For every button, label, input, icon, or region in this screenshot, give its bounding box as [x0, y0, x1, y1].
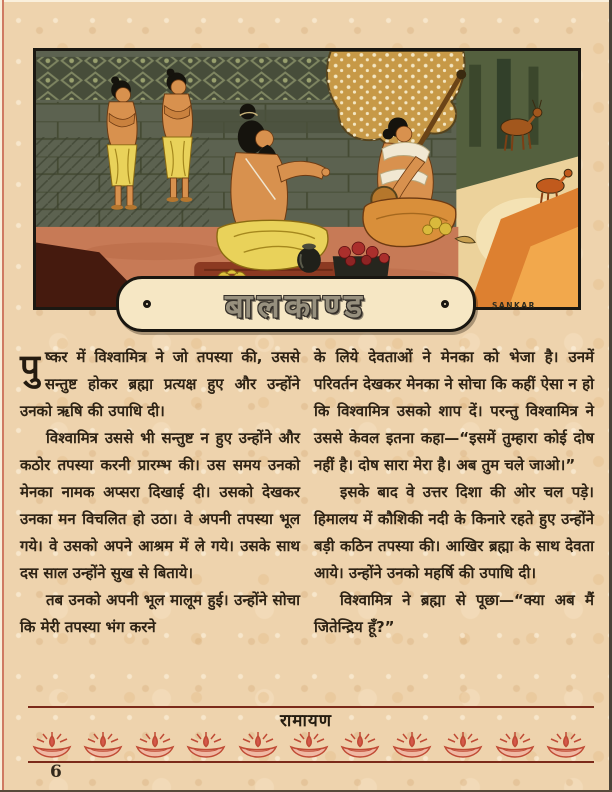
banner-dot-icon: [441, 300, 449, 308]
paragraph: के लिये देवताओं ने मेनका को भेजा है। उनमें परिवर्तन देखकर मेनका ने सोचा कि कहीं ऐसा न हो कि विश्वामित्र उसको शाप दें। परन्तु विश्वामित्र ने उससे केवल इतना कहा—“इसमें तुम्हारा कोई दोष नहीं है। दोष सारा मेरा है। अब तुम चले जाओ।”: [314, 348, 594, 474]
diya-lamp-icon: [133, 730, 177, 759]
paragraph-text: ष्कर में विश्वामित्र ने जो तपस्या की, उससे सन्तुष्ट होकर ब्रह्मा प्रत्यक्ष हुए और उन्होंने उनको ऋषि की उपाधि दी।: [20, 348, 300, 420]
story-text: [20, 344, 594, 702]
ashram-scene-illustration: [36, 51, 578, 307]
illustration-panel: [33, 48, 581, 310]
paragraph: विश्वामित्र ने ब्रह्मा से पूछा—“क्या अब मैं जितेन्द्रिय हूँ?”: [314, 591, 594, 636]
scan-edge-top: [0, 0, 612, 2]
paragraph: इसके बाद वे उत्तर दिशा की ओर चल पड़े। हिमालय में कौशिकी नदी के किनारे रहते हुए उन्होंने बड़ी कठिन तपस्या की। आखिर ब्रह्मा के साथ देवता आये। उन्होंने उनको महर्षि की उपाधि दी।: [314, 483, 594, 582]
artist-signature: SANKAR: [492, 301, 536, 310]
page-number: 6: [50, 762, 62, 782]
paragraph: तब उनको अपनी भूल मालूम हुई। उन्होंने सोचा कि मेरी तपस्या भंग करने: [20, 591, 300, 636]
drop-cap: पु: [20, 348, 40, 388]
diya-lamp-icon: [236, 730, 280, 759]
diya-lamp-icon: [441, 730, 485, 759]
footer-rule-bottom: [28, 761, 594, 763]
diya-lamp-icon: [493, 730, 537, 759]
chapter-banner: [116, 276, 476, 332]
diya-lamp-icon: [287, 730, 331, 759]
diya-lamp-icon: [390, 730, 434, 759]
chapter-title: बालकाण्ड: [225, 285, 367, 325]
banner-dot-icon: [143, 300, 151, 308]
paragraph: [20, 344, 300, 425]
paragraph: विश्वामित्र उससे भी सन्तुष्ट न हुए उन्होंने और कठोर तपस्या करनी प्रारम्भ की। उस समय उनको मेनका नामक अप्सरा दिखाई दी। उसको देखकर उनका मन विचलित हो उठा। वे अपनी तपस्या भूल गये। वे उसको अपने आश्रम में ले गये। उसके साथ दस साल उन्होंने सुख से बिताये।: [20, 429, 300, 582]
right-column: [314, 344, 594, 702]
left-column: [20, 344, 300, 702]
book-title: रामायण: [279, 711, 333, 731]
page-border-left-red: [2, 0, 4, 792]
diya-lamp-icon: [184, 730, 228, 759]
diya-lamp-icon: [81, 730, 125, 759]
diya-lamp-icon: [30, 730, 74, 759]
diya-ornament-row: [30, 729, 588, 759]
diya-lamp-icon: [338, 730, 382, 759]
diya-lamp-icon: [544, 730, 588, 759]
